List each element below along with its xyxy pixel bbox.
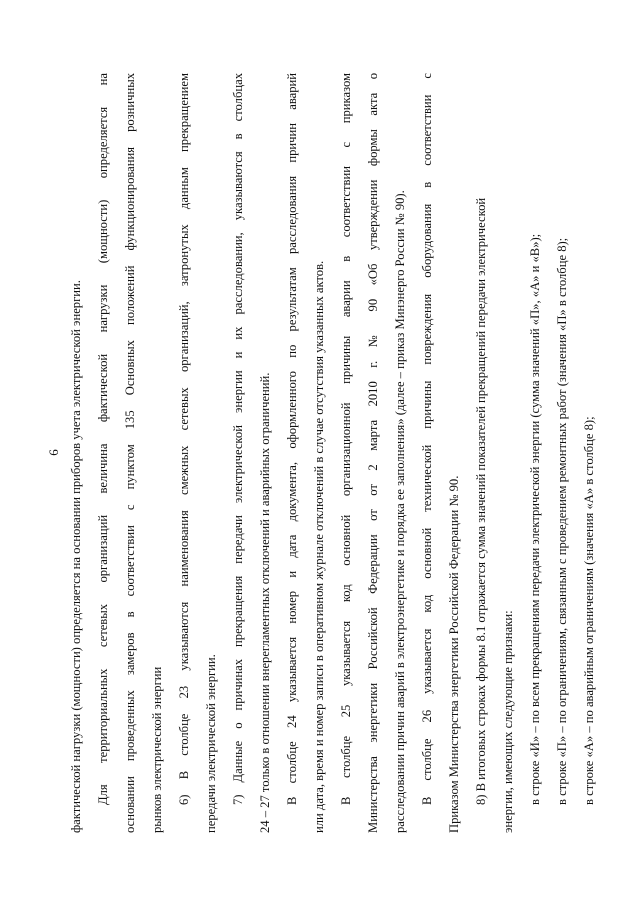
page-number: 6 [46,449,61,456]
text-line: Приказом Министерства энергетики Российской Федерации № 90. [447,475,461,833]
text-line: рынков электрической энергии [150,666,164,833]
text-line: 24 – 27 только в отношении внерегламентных отключений и аварийных ограничений. [258,372,272,833]
text-line: в строке «П» – по ограничениям, связанным с проведением ремонтных работ (значения «П» в столбце 8); [555,237,569,805]
text-line: или дата, время и номер записи в оперативном журнале отключений в случае отсутствия указанных актов. [312,260,326,833]
text-line: В столбце 25 указывается код основной организационной причины аварии в соответствии с приказом [339,73,353,805]
text-line: передачи электрической энергии. [204,654,218,833]
text-line: в строке «А» – по аварийным ограничениям (значения «А» в столбце 8); [582,416,596,805]
text-line: в строке «И» – по всем прекращениям передачи электрической энергии (сумма значений «П», «А» и «В»); [528,233,542,805]
text-line: 7) Данные о причинах прекращения передачи электрической энергии и их расследовании, указываются в столбцах [231,73,245,805]
text-line: фактической нагрузки (мощности) определяется на основании приборов учета электрической энергии. [69,280,83,833]
text-line: Министерства энергетики Российской Федерации от от 2 марта 2010 г. № 90 «Об утверждении формы акта о [366,73,380,833]
text-line: Для территориальных сетевых организаций величина фактической нагрузки (мощности) определяется на [96,73,110,805]
text-line: В столбце 26 указывается код основной технической причины повреждения оборудования в соответствии с [420,73,434,805]
text-line: основании проведенных замеров в соответствии с пунктом 135 Основных положений функционирования розничных [123,73,137,833]
text-line: энергии, имеющих следующие признаки: [501,610,515,833]
text-line: В столбце 24 указывается номер и дата документа, оформленного по результатам расследования причин аварий [285,73,299,805]
text-line: 6) В столбце 23 указываются наименования смежных сетевых организаций, затронутых данным прекращением [177,73,191,805]
text-line: расследовании причин аварий в электроэнергетике и порядка ее заполнения» (далее – приказ Минэнерго России № 90). [393,190,407,833]
text-line: 8) В итоговых строках формы 8.1 отражается сумма значений показателей прекращений передачи электрической [474,197,488,805]
